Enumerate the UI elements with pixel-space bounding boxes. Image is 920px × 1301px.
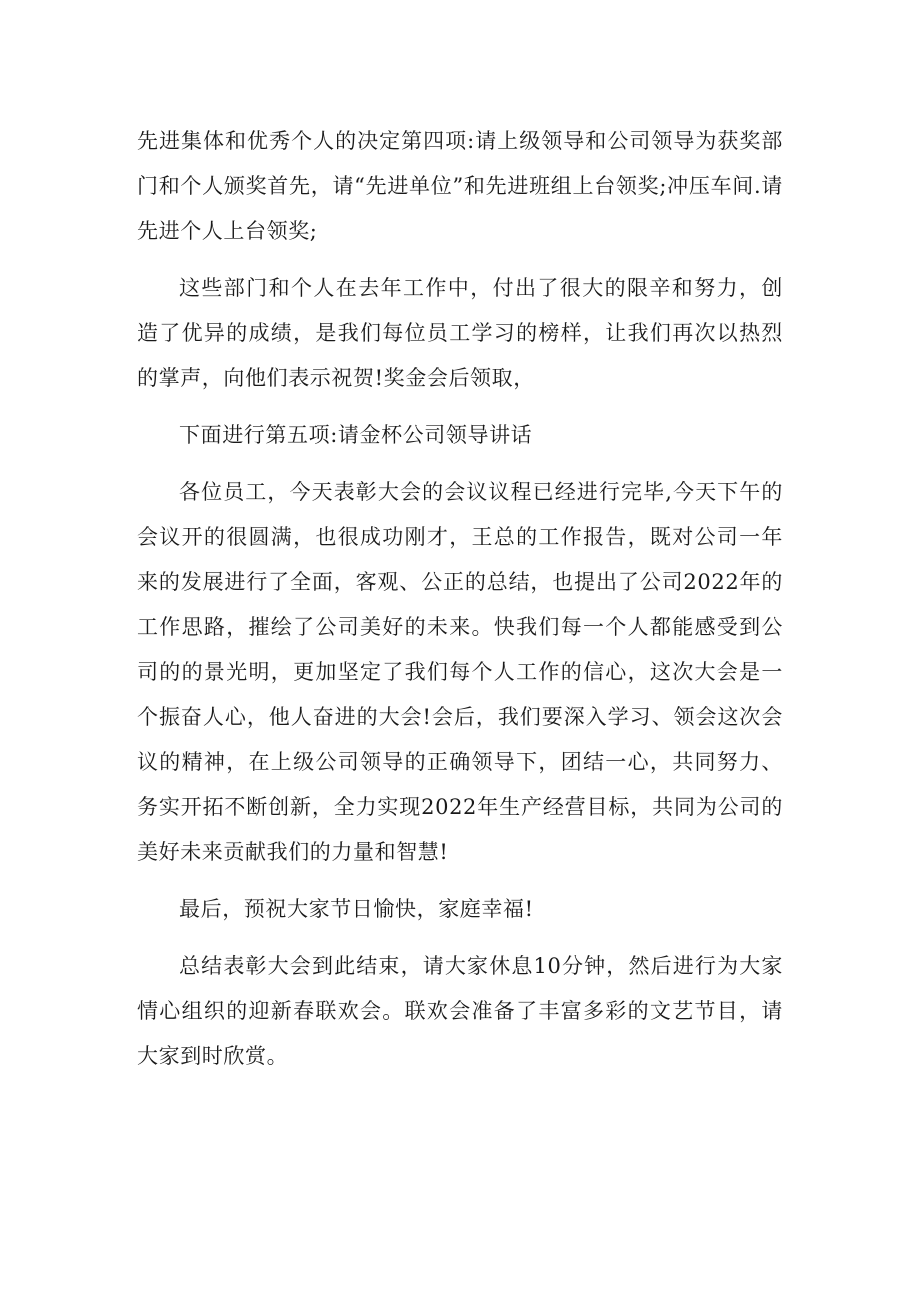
paragraph-summary: 各位员工，今天表彰大会的会议议程已经进行完毕,今天下午的会议开的很圆满，也很成功刚才，王总的工作报告，既对公司一年来的发展进行了全面，客观、公正的总结，也提出了公司2022年的工作思路，摧绘了公司美好的未来。快我们每一个人都能感受到公司的的景光明，更加坚定了我们每个人工作的信心，这次大会是一个振奋人心，他人奋进的大会!会后，我们要深入学习、领会这次会议的精神，在上级公司领导的正确领导下，团结一心，共同努力、务实开拓不断创新，全力实现2022年生产经营目标，共同为公司的美好未来贡献我们的力量和智慧! <box>137 480 783 864</box>
paragraph-continued: 先进集体和优秀个人的决定第四项:请上级领导和公司领导为获奖部门和个人颁奖首先，请“先进单位”和先进班组上台领奖;冲压车间.请先进个人上台领奖; <box>137 129 783 243</box>
paragraph-item-five: 下面进行第五项:请金杯公司领导讲话 <box>179 423 533 447</box>
paragraph-closing: 总结表彰大会到此结束，请大家休息10分钟，然后进行为大家情心组织的迎新春联欢会。联欢会准备了丰富多彩的文艺节目，请大家到时欣赏。 <box>137 954 783 1068</box>
document-body <box>137 119 783 1091</box>
paragraph-wishes: 最后，预祝大家节日愉快，家庭幸福! <box>179 897 534 921</box>
paragraph-awards-praise: 这些部门和个人在去年工作中，付出了很大的限辛和努力，创造了优异的成绩，是我们每位员工学习的榜样，让我们再次以热烈的掌声，向他们表示祝贺!奖金会后领取， <box>137 276 783 390</box>
